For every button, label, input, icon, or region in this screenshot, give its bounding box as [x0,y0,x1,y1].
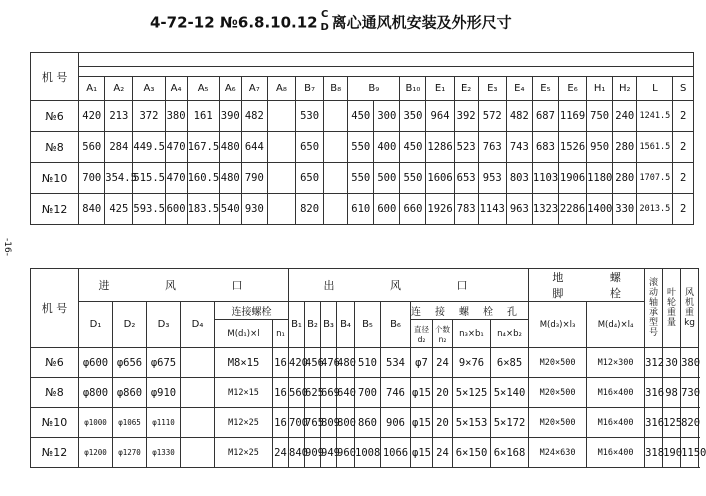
table-cell: 372 [133,101,165,132]
table-cell: 650 [296,163,324,194]
inlet-header [79,269,289,302]
outlet-label: 出 风 口 [323,279,494,292]
row-label: №8 [31,378,79,408]
table-cell: 390 [219,101,241,132]
table-cell: 312 [645,348,663,378]
bearing-header: 滚动轴承型号 [645,269,663,348]
table-cell: 700 [79,163,105,194]
title-cd-marker [320,8,330,38]
table-cell: 820 [681,408,699,438]
table-cell: 950 [587,132,613,163]
table-cell: M20×500 [529,378,587,408]
table-cell: 743 [506,132,532,163]
row-label: №10 [31,408,79,438]
table-cell: 625 [305,378,321,408]
table-cell: φ675 [147,348,181,378]
table-cell: 763 [478,132,506,163]
table-cell: 593.5 [133,194,165,225]
table-cell: 1241.5 [637,101,673,132]
table-cell: M12×25 [215,438,273,468]
table-cell: 350 [400,101,426,132]
inlet-outlet-table [30,268,706,468]
table-cell: 660 [400,194,426,225]
col-header: A₂ [105,77,133,101]
col-header: S [673,77,694,101]
col-header: B₆ [381,302,411,348]
table-cell: 1008 [355,438,381,468]
table-row [31,408,699,438]
title-suffix: 离心通风机安装及外形尺寸 [331,13,512,32]
table-cell: M20×500 [529,408,587,438]
table-cell: M24×630 [529,438,587,468]
foundation-bolt-char: 螺 [609,271,621,284]
col-header: D₄ [181,302,215,348]
table-cell: 930 [241,194,267,225]
document-title [150,8,570,42]
table-cell: M16×400 [587,408,645,438]
col-header: E₄ [506,77,532,101]
col-header: A₅ [187,77,219,101]
foundation-bolt-char: 地 [552,271,564,284]
col-header: L [637,77,673,101]
table-cell: 550 [348,132,374,163]
diam-label: 直径 [414,324,429,334]
table-cell: 820 [296,194,324,225]
table-cell [267,132,295,163]
col-header: E₂ [454,77,478,101]
table-cell: 523 [454,132,478,163]
col-header: B₄ [337,302,355,348]
table-cell: 800 [337,408,355,438]
table-cell: 30 [663,348,681,378]
table-cell: 746 [381,378,411,408]
table-cell: 240 [613,101,637,132]
table-cell: 1323 [532,194,558,225]
table-cell: φ860 [113,378,147,408]
table-cell: 420 [79,101,105,132]
table-cell: 610 [348,194,374,225]
table-cell: 1066 [381,438,411,468]
col-header: B₂ [305,302,321,348]
table-cell: 650 [296,132,324,163]
table-cell [181,438,215,468]
col-header: A₄ [165,77,187,101]
table-cell: 669 [321,378,337,408]
table-row [31,132,694,163]
table-cell: 380 [165,101,187,132]
table-cell: 683 [532,132,558,163]
table-row [31,101,694,132]
table-cell: M12×300 [587,348,645,378]
table-cell: 906 [381,408,411,438]
col-header: n₄×b₂ [491,320,529,348]
table-cell: 964 [426,101,454,132]
table-cell: 183.5 [187,194,219,225]
col-header: E₅ [532,77,558,101]
col-header: D₃ [147,302,181,348]
fan-weight-unit: kg [684,318,696,328]
table-cell: 500 [374,163,400,194]
table-cell: 840 [79,194,105,225]
outlet-header [289,269,529,302]
table-cell: 540 [219,194,241,225]
impeller-weight-header: 叶轮重量 [663,269,681,348]
col-header: B₈ [324,77,348,101]
col-header: A₈ [267,77,295,101]
table-cell: 16 [273,348,289,378]
table-cell: 790 [241,163,267,194]
blank-header-band [79,53,694,67]
table-row [31,53,694,67]
table-cell: 1103 [532,163,558,194]
inlet-bolt-header: 连接螺栓 [215,302,289,320]
table-cell: 809 [321,408,337,438]
table-cell: 909 [305,438,321,468]
col-header: M(d₃)×l₃ [529,302,587,348]
col-header: B₇ [296,77,324,101]
table-cell: 400 [374,132,400,163]
table-cell: 5×140 [491,378,529,408]
table-cell: 1169 [558,101,586,132]
table-cell: 316 [645,408,663,438]
table-cell: 5×125 [453,378,491,408]
table-cell: 2 [673,163,694,194]
table-cell: φ15 [411,378,433,408]
table-row [31,302,699,320]
table-cell: 470 [165,163,187,194]
row-label: №12 [31,438,79,468]
table-cell: 2 [673,132,694,163]
table-cell: M16×400 [587,438,645,468]
table-cell: φ1000 [79,408,113,438]
table-cell: 572 [478,101,506,132]
table-cell: 700 [355,378,381,408]
col-header: M(d₄)×l₄ [587,302,645,348]
col-header: n₃×b₁ [453,320,491,348]
table-cell: 24 [433,438,453,468]
table-cell: 765 [305,408,321,438]
table-cell: 803 [506,163,532,194]
table-cell: 1150 [681,438,699,468]
table-cell: 600 [165,194,187,225]
table-cell: 482 [241,101,267,132]
table-cell: 1561.5 [637,132,673,163]
table-cell: φ1200 [79,438,113,468]
blank-header-band [79,67,694,77]
col-header: B₁₀ [400,77,426,101]
table-cell: 5×153 [453,408,491,438]
table-cell: 6×168 [491,438,529,468]
table-cell: 449.5 [133,132,165,163]
table-cell: 960 [337,438,355,468]
foundation-bolt-char: 脚 [552,287,564,300]
table-cell: 1606 [426,163,454,194]
table-cell: 5×172 [491,408,529,438]
table-cell: 456 [305,348,321,378]
row-label: №8 [31,132,79,163]
table-cell: M8×15 [215,348,273,378]
table-cell: 6×150 [453,438,491,468]
table-cell: 1143 [478,194,506,225]
table-cell: 476 [321,348,337,378]
table-cell: 783 [454,194,478,225]
table-cell: 6×85 [491,348,529,378]
table-cell: 161 [187,101,219,132]
table-cell: φ800 [79,378,113,408]
table-cell: 2 [673,194,694,225]
table-cell: 316 [645,378,663,408]
table-cell: 330 [613,194,637,225]
table-cell: 20 [433,408,453,438]
table-cell: 730 [681,378,699,408]
table-cell: φ1330 [147,438,181,468]
col-header: E₁ [426,77,454,101]
table-cell: 284 [105,132,133,163]
fan-weight-label: 风机重 [685,288,695,318]
table-cell: 1180 [587,163,613,194]
row-label-header: 机 号 [31,269,79,348]
table-cell: 280 [613,163,637,194]
foundation-bolt-header [529,269,645,302]
table-cell: 318 [645,438,663,468]
col-header [411,320,433,348]
table-cell: 687 [532,101,558,132]
table-cell: 560 [289,378,305,408]
table-cell: 420 [289,348,305,378]
table-cell: 700 [289,408,305,438]
table-cell [324,101,348,132]
table-cell: 963 [506,194,532,225]
table-cell: 160.5 [187,163,219,194]
col-header: A₇ [241,77,267,101]
table-cell: 550 [348,163,374,194]
foundation-bolt-char: 栓 [609,287,621,300]
table-cell: 20 [433,378,453,408]
table-cell: 640 [337,378,355,408]
table-cell: φ15 [411,408,433,438]
col-header: A₃ [133,77,165,101]
table-cell: 860 [355,408,381,438]
table-cell: 125 [663,408,681,438]
col-header: M(d₁)×l [215,320,273,348]
table-row [31,269,699,302]
table-cell [324,132,348,163]
outlet-bolt-label: 连接螺栓孔 [411,307,531,318]
table-cell: 300 [374,101,400,132]
table-cell: 480 [337,348,355,378]
table-cell: M12×15 [215,378,273,408]
col-header: B₃ [321,302,337,348]
table-cell: 280 [613,132,637,163]
table-row [31,438,699,468]
table-cell: 949 [321,438,337,468]
table-cell [324,194,348,225]
table-cell: 530 [296,101,324,132]
row-label: №6 [31,348,79,378]
table-cell: 550 [400,163,426,194]
table-cell: M12×25 [215,408,273,438]
col-header: B₉ [348,77,400,101]
table-row [31,67,694,77]
table-cell: M20×500 [529,348,587,378]
table-cell: 480 [219,163,241,194]
table-cell: 450 [400,132,426,163]
table-cell: 2013.5 [637,194,673,225]
header-row [31,77,694,101]
col-header: n₁ [273,320,289,348]
fan-weight-header [681,269,699,348]
table-cell: 24 [433,348,453,378]
table-cell: 9×76 [453,348,491,378]
col-header: D₂ [113,302,147,348]
table-cell: 1707.5 [637,163,673,194]
table-cell [181,408,215,438]
table-cell: φ910 [147,378,181,408]
table-cell: 167.5 [187,132,219,163]
count-symbol: n₂ [438,334,447,344]
dimensions-table [30,52,694,225]
table-row [31,378,699,408]
table-cell: φ1065 [113,408,147,438]
table-cell: 644 [241,132,267,163]
table-cell: φ656 [113,348,147,378]
count-label: 个数 [435,324,450,334]
title-main: 4-72-12 №6.8.10.12 [150,13,318,32]
row-label: №6 [31,101,79,132]
diam-symbol: d₂ [417,334,426,344]
table-cell [181,378,215,408]
col-header: A₁ [79,77,105,101]
table-cell: 354.5 [105,163,133,194]
table-cell: 16 [273,408,289,438]
col-header: B₁ [289,302,305,348]
table-row [31,163,694,194]
table-cell: 470 [165,132,187,163]
title-sub: D [320,22,329,33]
table-cell: 392 [454,101,478,132]
table-cell [267,101,295,132]
table-cell: 1286 [426,132,454,163]
table-cell: 750 [587,101,613,132]
table-cell: 560 [79,132,105,163]
table-cell [181,348,215,378]
col-header: A₆ [219,77,241,101]
table-cell: 380 [681,348,699,378]
table-cell: 840 [289,438,305,468]
table-cell: φ1270 [113,438,147,468]
page-number: -16- [2,238,12,256]
table-cell: 1400 [587,194,613,225]
table-row [31,194,694,225]
col-header: H₁ [587,77,613,101]
table-cell: 953 [478,163,506,194]
col-header: H₂ [613,77,637,101]
table-cell: φ600 [79,348,113,378]
outlet-bolt-header [411,302,529,320]
col-header: D₁ [79,302,113,348]
table-cell: φ7 [411,348,433,378]
row-label: №10 [31,163,79,194]
table-cell [267,194,295,225]
table-cell: 24 [273,438,289,468]
col-header [433,320,453,348]
table-cell [267,163,295,194]
table-cell: 534 [381,348,411,378]
table-cell: 600 [374,194,400,225]
row-label-header: 机 号 [31,53,79,101]
table-cell: 450 [348,101,374,132]
table-cell: 653 [454,163,478,194]
table-cell: 482 [506,101,532,132]
table-cell: φ1110 [147,408,181,438]
table-cell: 190 [663,438,681,468]
table-cell: φ15 [411,438,433,468]
col-header: E₆ [558,77,586,101]
row-label: №12 [31,194,79,225]
table-cell: 480 [219,132,241,163]
table-cell: 515.5 [133,163,165,194]
inlet-label: 进 风 口 [98,279,269,292]
table-cell [324,163,348,194]
table-row [31,348,699,378]
table-cell: 2286 [558,194,586,225]
table-cell: 2 [673,101,694,132]
table-cell: 1906 [558,163,586,194]
table-cell: 213 [105,101,133,132]
col-header: E₃ [478,77,506,101]
table-cell: 425 [105,194,133,225]
table-cell: 98 [663,378,681,408]
col-header: B₅ [355,302,381,348]
table-cell: 1526 [558,132,586,163]
table-cell: 16 [273,378,289,408]
table-cell: M16×400 [587,378,645,408]
title-sup: C [320,9,329,20]
table-cell: 1926 [426,194,454,225]
table-cell: 510 [355,348,381,378]
